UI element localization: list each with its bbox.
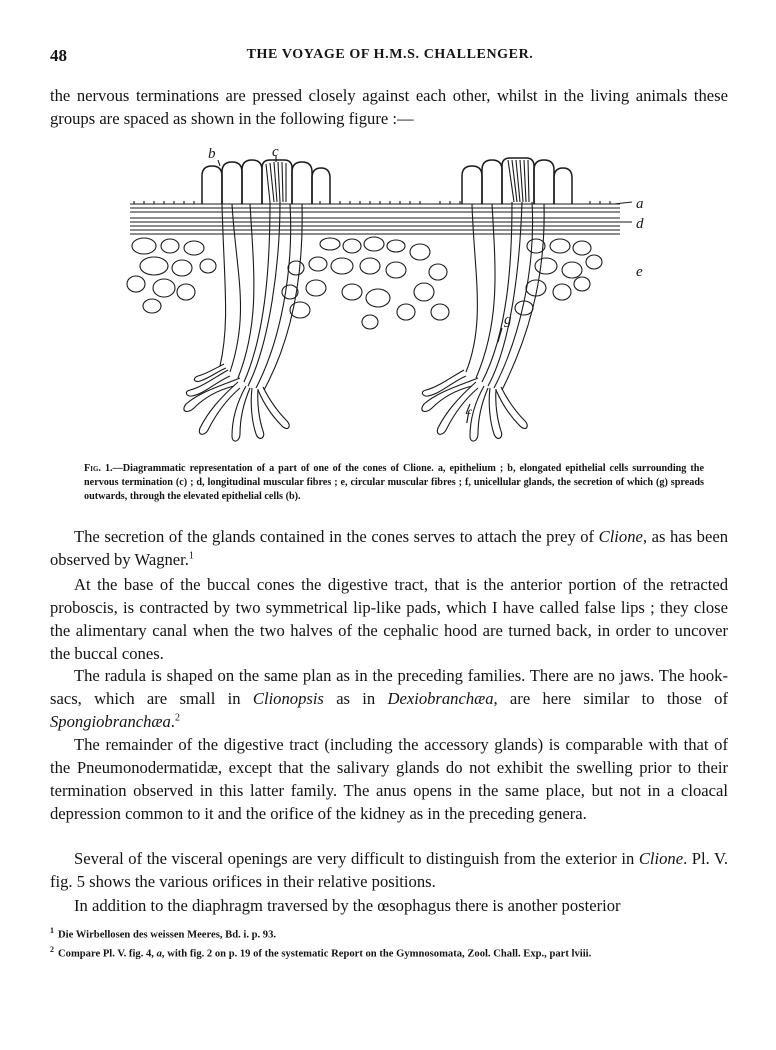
italic-run: Dexiobranchæa [387,689,494,708]
right-cone-cells [462,158,572,204]
italic-run: Clione [638,849,684,868]
footnotes [50,924,728,961]
text-run: . [170,712,175,731]
text-run: as in [323,689,388,708]
epithelium-layer [130,201,620,212]
figure-caption [84,462,704,504]
footnote-text: Die Wirbellosen des weissen Meeres, Bd. i. p. 93. [58,929,277,941]
page-number: 48 [50,46,67,65]
diagram-figure [120,142,650,452]
footnote-2 [50,943,728,962]
label-f: f [466,408,471,424]
label-c: c [272,144,279,160]
footnote-mark: 1 [50,926,54,935]
footnote-1 [50,924,728,943]
text-run: Several of the visceral openings are very difficult to distinguish from the exterior in [74,849,639,868]
footnote-ref-2: 2 [174,712,180,724]
footnote-text: , with fig. 2 on p. 19 of the systematic Report on the Gymnosomata, Zool. Chall. Exp., part lviii. [161,948,592,960]
italic-run: a [156,948,162,960]
footnote-ref-1: 1 [188,550,194,562]
right-gland-bundle [422,202,544,441]
text-run: , as has been observed by Wagner. [50,527,728,569]
text-run: , are here similar to those of [493,689,729,708]
text-run: The secretion of the glands contained in the cones serves to attach the prey of [74,527,599,546]
running-title: THE VOYAGE OF H.M.S. CHALLENGER. [246,47,534,62]
text-run: . Pl. V. fig. 5 shows the various orifices in their relative positions. [50,849,728,891]
italic-run: Spongiobranchæa [50,712,171,731]
footnote-mark: 2 [50,944,54,954]
label-b: b [208,146,216,162]
paragraph-digestive-tract: The remainder of the digestive tract (including the accessory glands) is comparable with that of the Pneumonodermatidæ, except that the salivary glands do not exhibit the swelling prior to their termination observed in this latter family. The anus opens in the same place, but not in a cloacal depression common to it and the orifice of the kidney as in the preceding genera. [50,735,728,823]
paragraph-visceral-openings [50,847,728,893]
left-cone-cells [202,160,330,204]
label-d: d [636,216,644,232]
italic-run: Clionopsis [252,689,324,708]
longitudinal-muscle-layer [130,218,620,234]
label-a: a [636,196,644,212]
text-run: The radula is shaped on the same plan as in the preceding families. There are no jaws. The hook-sacs, which are small in [50,666,728,708]
footnote-text: Compare Pl. V. fig. 4, [58,948,157,960]
page-header [50,46,730,66]
paragraph-diaphragm: In addition to the diaphragm traversed by the œsophagus there is another posterior [74,896,621,915]
caption-text: —Diagrammatic representation of a part of one of the cones of Clione. a, epithelium ; b, elongated epithelial cells surrounding the nervous termination (c) ; d, longitudinal muscular fibres ; e, circular muscular fibres ; f, unicellular glands, the secretion of which (g) spreads outwards, through the elevated epithelial cells (b). [84,463,704,502]
italic-run: Clione [598,527,643,546]
paragraph-radula [50,664,728,733]
label-e: e [636,264,643,280]
label-g: g [504,312,512,328]
caption-lead: Fig. 1. [84,463,113,474]
paragraph-secretion [50,525,728,571]
intro-paragraph: the nervous terminations are pressed closely against each other, whilst in the living animals these groups are spaced as shown in the following figure :— [50,86,728,128]
left-gland-bundle [184,202,302,441]
paragraph-buccal-cones: At the base of the buccal cones the digestive tract, that is the anterior portion of the retracted proboscis, is contracted by two symmetrical lip-like pads, which I have called false lips ; they close the alimentary canal when the two halves of the cephalic hood are turned back, in order to uncover the buccal cones. [50,575,728,663]
